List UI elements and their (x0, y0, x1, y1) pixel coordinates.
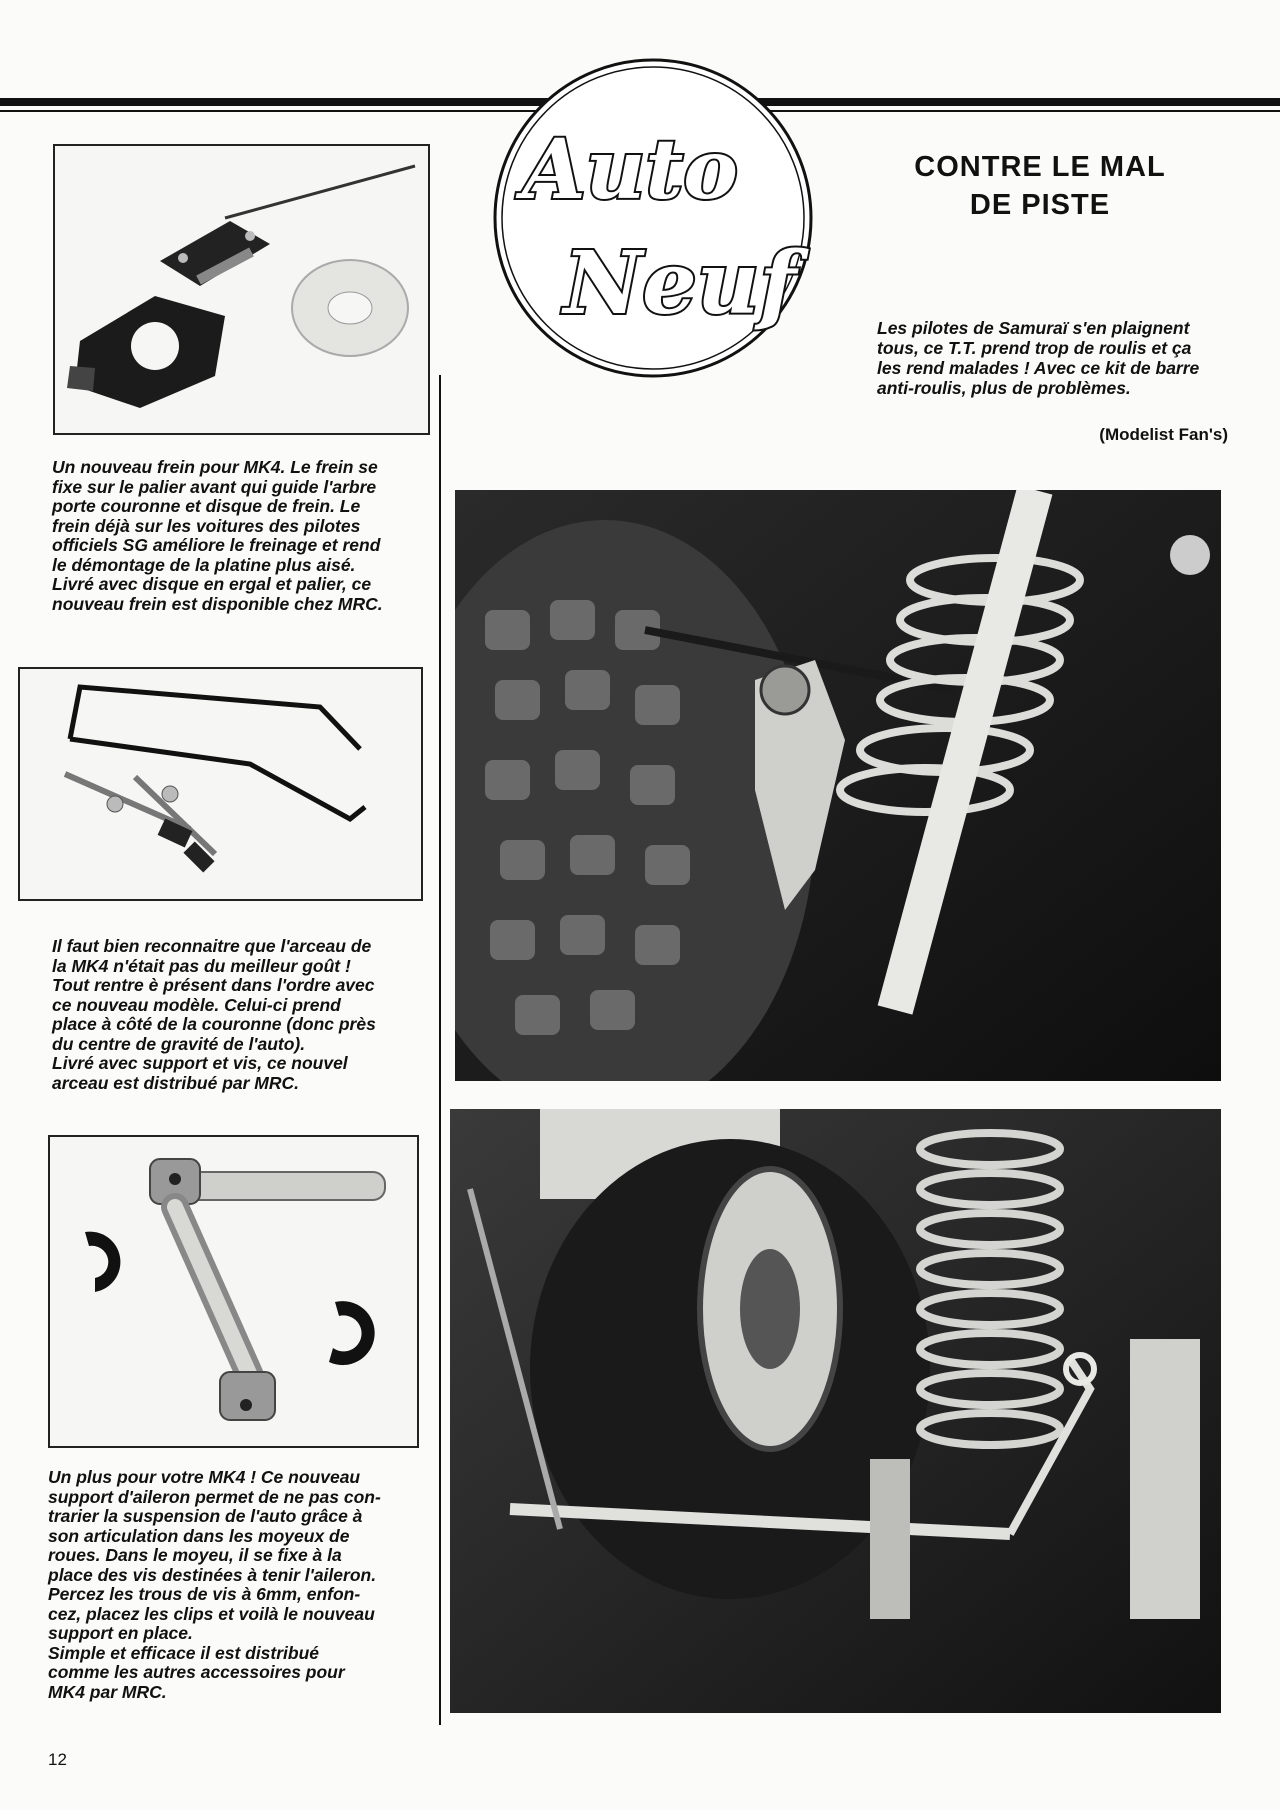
anti-roll-bar-photo-upper (455, 490, 1221, 1081)
article-source: (Modelist Fan's) (1099, 425, 1228, 444)
auto-neuf-logo (455, 48, 855, 378)
roll-bar-photo (18, 667, 423, 901)
logo-word-neuf: Neuf (563, 233, 797, 334)
brake-parts-photo (53, 144, 430, 435)
wing-support-photo (48, 1135, 419, 1448)
article-headline: CONTRE LE MAL DE PISTE (914, 151, 1166, 221)
logo-word-auto: Auto (522, 122, 738, 218)
page-number: 12 (48, 1750, 67, 1769)
column-divider (439, 375, 441, 1725)
wing-support-caption: Un plus pour votre MK4 ! Ce nouveau support d'aileron permet de ne pas con- trarier la suspension de l'auto grâce à son articulation dans les moyeux de roues. Dans le moyeu, il se fixe à la place des vis destinées à tenir l'aileron. Percez les trous de vis à 6mm, enfon- cez, placez les clips et voilà le nouveau support en place. Simple et efficace il est distribué comme les autres accessoires pour MK4 par MRC. (48, 1467, 381, 1702)
brake-caption: Un nouveau frein pour MK4. Le frein se fixe sur le palier avant qui guide l'arbre porte couronne et disque de frein. Le frein déjà sur les voitures des pilotes officiels SG améliore le freinage et rend le démontage de la platine plus aisé. Livré avec disque en ergal et palier, ce nouveau frein est disponible chez MRC. (52, 457, 383, 614)
article-intro: Les pilotes de Samuraï s'en plaignent tous, ce T.T. prend trop de roulis et ça les rend malades ! Avec ce kit de barre anti-roulis, plus de problèmes. (877, 318, 1200, 398)
anti-roll-bar-photo-lower (450, 1109, 1221, 1713)
roll-bar-caption: Il faut bien reconnaitre que l'arceau de la MK4 n'était pas du meilleur goût ! Tout rentre è présent dans l'ordre avec ce nouveau modèle. Celui-ci prend place à côté de la couronne (donc près du centre de gravité de l'auto). Livré avec support et vis, ce nouvel arceau est distribué par MRC. (52, 936, 376, 1093)
